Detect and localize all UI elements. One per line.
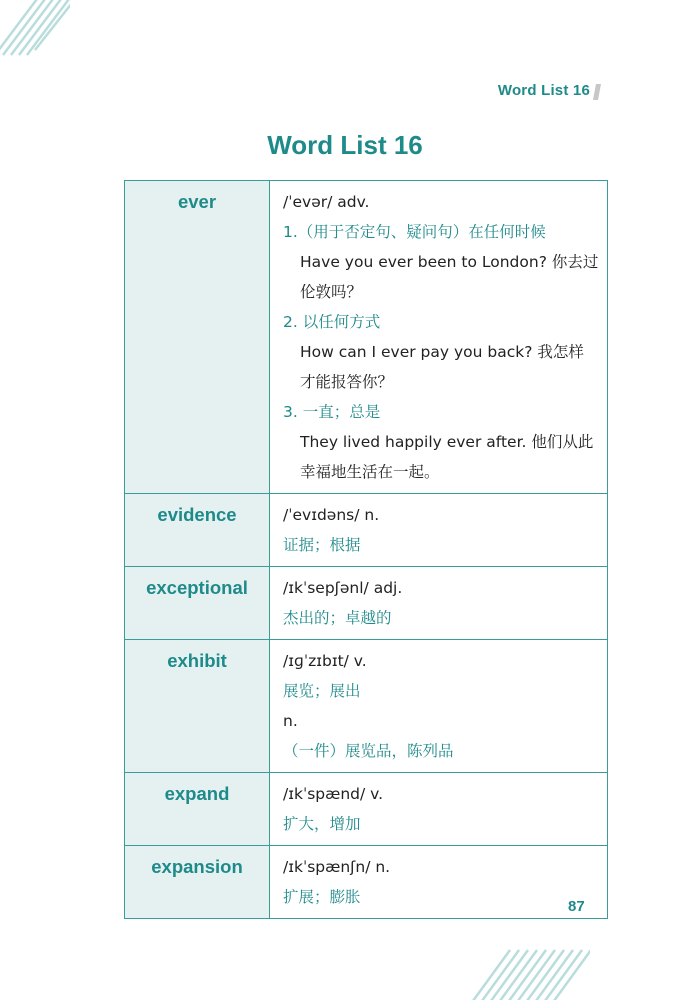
meaning: 展览；展出 [283, 682, 361, 700]
meaning: 证据；根据 [283, 536, 361, 554]
headword: ever [125, 181, 270, 494]
table-row [125, 181, 608, 494]
pronunciation: /ɪkˈsepʃənl/ adj. [283, 579, 403, 597]
definition-cell [270, 567, 608, 640]
page-title: Word List 16 [267, 130, 423, 160]
pronunciation: /ɪkˈspænʃn/ n. [283, 858, 391, 876]
table-row [125, 567, 608, 640]
part-of-speech: n. [283, 712, 298, 730]
sense-label: 2. 以任何方式 [283, 313, 381, 331]
pronunciation: /ˈevər/ adv. [283, 193, 370, 211]
pronunciation: /ɪkˈspænd/ v. [283, 785, 384, 803]
headword: exhibit [125, 640, 270, 773]
headword: expand [125, 773, 270, 846]
word-list-table [124, 180, 608, 919]
table-row [125, 640, 608, 773]
example-sentence: Have you ever been to London? 你去过伦敦吗？ [300, 253, 599, 301]
meaning: （一件）展览品，陈列品 [283, 742, 454, 760]
page-number: 87 [568, 898, 585, 915]
decorative-stripes-top-left [0, 0, 70, 60]
pronunciation: /ɪɡˈzɪbɪt/ v. [283, 652, 367, 670]
running-head-text: Word List 16 [497, 82, 590, 99]
definition-cell [270, 640, 608, 773]
decorative-stripes-bottom-right [470, 945, 590, 1000]
example-sentence: They lived happily ever after. 他们从此幸福地生活在一起。 [300, 433, 594, 481]
meaning: 杰出的；卓越的 [283, 609, 392, 627]
definition-cell [270, 773, 608, 846]
sense-label: 1.（用于否定句、疑问句）在任何时候 [283, 223, 546, 241]
table-row [125, 773, 608, 846]
definition-cell [270, 181, 608, 494]
running-head-slash-icon [590, 82, 604, 102]
definition-cell [270, 846, 608, 919]
table-row [125, 494, 608, 567]
meaning: 扩大，增加 [283, 815, 361, 833]
pronunciation: /ˈevɪdəns/ n. [283, 506, 380, 524]
headword: evidence [125, 494, 270, 567]
headword: expansion [125, 846, 270, 919]
definition-cell [270, 494, 608, 567]
sense-label: 3. 一直；总是 [283, 403, 381, 421]
meaning: 扩展；膨胀 [283, 888, 361, 906]
running-head [498, 82, 590, 99]
table-row [125, 846, 608, 919]
headword: exceptional [125, 567, 270, 640]
example-sentence: How can I ever pay you back? 我怎样才能报答你？ [300, 343, 584, 391]
